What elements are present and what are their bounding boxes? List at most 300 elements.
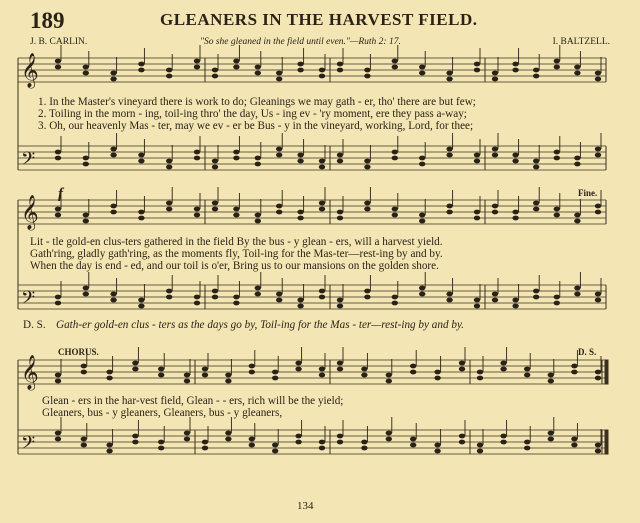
note-head bbox=[233, 156, 239, 161]
chorus-line-2-lyric: Gath'ring, gladly gath'ring, as the moments fly, Toil-ing for the Mas-ter—rest-ing by and by. bbox=[30, 248, 443, 260]
note-head bbox=[392, 65, 398, 70]
note-head bbox=[571, 370, 577, 375]
note-head bbox=[392, 295, 398, 300]
note-head bbox=[110, 210, 116, 215]
note-head bbox=[492, 153, 498, 158]
note-head bbox=[297, 159, 303, 164]
note-head bbox=[533, 295, 539, 300]
note-head bbox=[595, 71, 601, 76]
note-head bbox=[392, 59, 398, 64]
note-head bbox=[524, 440, 530, 445]
note-head bbox=[212, 201, 218, 206]
note-head bbox=[225, 379, 231, 384]
note-head bbox=[297, 153, 303, 158]
fine-marking: Fine. bbox=[578, 188, 598, 198]
note-head bbox=[434, 443, 440, 448]
note-head bbox=[225, 431, 231, 436]
note-head bbox=[474, 216, 480, 221]
note-head bbox=[55, 207, 61, 212]
note-head bbox=[83, 65, 89, 70]
note-head bbox=[492, 204, 498, 209]
note-head bbox=[276, 153, 282, 158]
note-head bbox=[574, 219, 580, 224]
note-head bbox=[212, 207, 218, 212]
note-head bbox=[410, 370, 416, 375]
note-head bbox=[595, 370, 601, 375]
note-head bbox=[233, 59, 239, 64]
note-head bbox=[419, 156, 425, 161]
note-head bbox=[548, 431, 554, 436]
note-head bbox=[595, 376, 601, 381]
note-head bbox=[364, 201, 370, 206]
note-head bbox=[337, 298, 343, 303]
note-head bbox=[337, 68, 343, 73]
note-head bbox=[434, 449, 440, 454]
note-head bbox=[595, 443, 601, 448]
note-head bbox=[249, 370, 255, 375]
note-head bbox=[255, 71, 261, 76]
final-bar bbox=[605, 360, 608, 384]
note-head bbox=[392, 207, 398, 212]
note-head bbox=[492, 210, 498, 215]
note-head bbox=[446, 210, 452, 215]
note-head bbox=[166, 159, 172, 164]
verse-1-lyric: 1. In the Master's vineyard there is work to do; Gleanings we may gath - er, tho' there are but few; bbox=[38, 96, 476, 108]
note-head bbox=[276, 147, 282, 152]
note-head bbox=[319, 165, 325, 170]
note-head bbox=[410, 443, 416, 448]
note-head bbox=[202, 367, 208, 372]
note-head bbox=[524, 367, 530, 372]
note-head bbox=[337, 361, 343, 366]
ds-label: D. S. bbox=[23, 319, 46, 331]
note-head bbox=[492, 292, 498, 297]
note-head bbox=[194, 150, 200, 155]
note-head bbox=[364, 207, 370, 212]
note-head bbox=[512, 304, 518, 309]
note-head bbox=[337, 62, 343, 67]
note-head bbox=[297, 304, 303, 309]
note-head bbox=[477, 376, 483, 381]
note-head bbox=[474, 62, 480, 67]
note-head bbox=[524, 373, 530, 378]
note-head bbox=[446, 71, 452, 76]
note-head bbox=[184, 437, 190, 442]
note-head bbox=[81, 443, 87, 448]
note-head bbox=[364, 74, 370, 79]
note-head bbox=[81, 364, 87, 369]
note-head bbox=[512, 216, 518, 221]
note-head bbox=[158, 373, 164, 378]
note-head bbox=[500, 434, 506, 439]
note-head bbox=[319, 440, 325, 445]
note-head bbox=[55, 156, 61, 161]
note-head bbox=[295, 440, 301, 445]
note-head bbox=[554, 150, 560, 155]
note-head bbox=[595, 298, 601, 303]
note-head bbox=[55, 437, 61, 442]
note-head bbox=[386, 379, 392, 384]
note-head bbox=[106, 376, 112, 381]
note-head bbox=[595, 147, 601, 152]
note-head bbox=[55, 213, 61, 218]
note-head bbox=[166, 207, 172, 212]
note-head bbox=[212, 289, 218, 294]
note-head bbox=[595, 77, 601, 82]
note-head bbox=[419, 219, 425, 224]
note-head bbox=[158, 446, 164, 451]
note-head bbox=[492, 71, 498, 76]
note-head bbox=[166, 295, 172, 300]
note-head bbox=[446, 292, 452, 297]
note-head bbox=[533, 289, 539, 294]
note-head bbox=[166, 74, 172, 79]
note-head bbox=[364, 68, 370, 73]
note-head bbox=[233, 301, 239, 306]
scripture-reference: "So she gleaned in the field until even."—Ruth 2: 17. bbox=[200, 37, 401, 47]
note-head bbox=[138, 62, 144, 67]
note-head bbox=[319, 289, 325, 294]
note-head bbox=[255, 292, 261, 297]
note-head bbox=[184, 431, 190, 436]
note-head bbox=[138, 153, 144, 158]
note-head bbox=[337, 216, 343, 221]
note-head bbox=[81, 437, 87, 442]
note-head bbox=[110, 204, 116, 209]
note-head bbox=[81, 370, 87, 375]
note-head bbox=[512, 62, 518, 67]
note-head bbox=[194, 295, 200, 300]
note-head bbox=[202, 440, 208, 445]
note-head bbox=[446, 298, 452, 303]
note-head bbox=[533, 68, 539, 73]
note-head bbox=[272, 376, 278, 381]
note-head bbox=[233, 150, 239, 155]
chorus-line-1-lyric: Lit - tle gold-en clus-ters gathered in the field By the bus - y glean - ers, will a harvest yield. bbox=[30, 236, 443, 248]
note-head bbox=[319, 68, 325, 73]
note-head bbox=[446, 204, 452, 209]
note-head bbox=[364, 295, 370, 300]
note-head bbox=[337, 304, 343, 309]
note-head bbox=[225, 373, 231, 378]
note-head bbox=[533, 201, 539, 206]
note-head bbox=[361, 373, 367, 378]
note-head bbox=[255, 162, 261, 167]
note-head bbox=[110, 298, 116, 303]
note-head bbox=[297, 210, 303, 215]
note-head bbox=[297, 68, 303, 73]
note-head bbox=[255, 213, 261, 218]
note-head bbox=[184, 379, 190, 384]
note-head bbox=[512, 210, 518, 215]
note-head bbox=[295, 361, 301, 366]
note-head bbox=[276, 298, 282, 303]
note-head bbox=[410, 364, 416, 369]
note-head bbox=[554, 295, 560, 300]
note-head bbox=[83, 219, 89, 224]
treble-clef-icon: 𝄞 bbox=[21, 355, 39, 390]
page-number: 134 bbox=[297, 500, 314, 512]
note-head bbox=[249, 437, 255, 442]
note-head bbox=[474, 153, 480, 158]
note-head bbox=[512, 68, 518, 73]
note-head bbox=[272, 443, 278, 448]
note-head bbox=[386, 373, 392, 378]
note-head bbox=[364, 165, 370, 170]
note-head bbox=[554, 213, 560, 218]
note-head bbox=[392, 301, 398, 306]
note-head bbox=[595, 449, 601, 454]
note-head bbox=[386, 431, 392, 436]
note-head bbox=[276, 210, 282, 215]
note-head bbox=[574, 286, 580, 291]
note-head bbox=[512, 153, 518, 158]
note-head bbox=[574, 65, 580, 70]
note-head bbox=[166, 289, 172, 294]
note-head bbox=[83, 71, 89, 76]
note-head bbox=[106, 449, 112, 454]
note-head bbox=[512, 298, 518, 303]
note-head bbox=[337, 440, 343, 445]
note-head bbox=[337, 210, 343, 215]
note-head bbox=[459, 434, 465, 439]
note-head bbox=[474, 159, 480, 164]
author-credit: J. B. CARLIN. bbox=[30, 37, 88, 47]
note-head bbox=[595, 153, 601, 158]
note-head bbox=[392, 156, 398, 161]
note-head bbox=[55, 431, 61, 436]
note-head bbox=[392, 213, 398, 218]
note-head bbox=[110, 77, 116, 82]
note-head bbox=[319, 367, 325, 372]
note-head bbox=[337, 367, 343, 372]
note-head bbox=[110, 292, 116, 297]
note-head bbox=[249, 364, 255, 369]
note-head bbox=[337, 159, 343, 164]
note-head bbox=[533, 74, 539, 79]
note-head bbox=[83, 156, 89, 161]
note-head bbox=[554, 301, 560, 306]
note-head bbox=[166, 165, 172, 170]
note-head bbox=[319, 373, 325, 378]
note-head bbox=[295, 434, 301, 439]
note-head bbox=[233, 295, 239, 300]
note-head bbox=[106, 443, 112, 448]
note-head bbox=[138, 216, 144, 221]
note-head bbox=[419, 286, 425, 291]
note-head bbox=[419, 162, 425, 167]
note-head bbox=[419, 213, 425, 218]
note-head bbox=[459, 367, 465, 372]
note-head bbox=[474, 210, 480, 215]
note-head bbox=[533, 165, 539, 170]
note-head bbox=[392, 150, 398, 155]
note-head bbox=[212, 295, 218, 300]
note-head bbox=[55, 59, 61, 64]
forte-marking: f bbox=[58, 186, 63, 202]
note-head bbox=[138, 159, 144, 164]
note-head bbox=[477, 443, 483, 448]
note-head bbox=[276, 77, 282, 82]
note-head bbox=[255, 219, 261, 224]
note-head bbox=[158, 440, 164, 445]
note-head bbox=[166, 68, 172, 73]
note-head bbox=[83, 286, 89, 291]
note-head bbox=[364, 289, 370, 294]
note-head bbox=[446, 77, 452, 82]
final-bar bbox=[605, 430, 608, 454]
note-head bbox=[132, 440, 138, 445]
note-head bbox=[233, 213, 239, 218]
note-head bbox=[194, 65, 200, 70]
note-head bbox=[474, 304, 480, 309]
note-head bbox=[548, 437, 554, 442]
note-head bbox=[337, 434, 343, 439]
note-head bbox=[319, 295, 325, 300]
note-head bbox=[166, 201, 172, 206]
note-head bbox=[474, 298, 480, 303]
note-head bbox=[574, 213, 580, 218]
note-head bbox=[202, 446, 208, 451]
note-head bbox=[255, 65, 261, 70]
note-head bbox=[276, 204, 282, 209]
note-head bbox=[225, 437, 231, 442]
note-head bbox=[55, 295, 61, 300]
note-head bbox=[434, 376, 440, 381]
note-head bbox=[364, 159, 370, 164]
note-head bbox=[492, 298, 498, 303]
note-head bbox=[132, 367, 138, 372]
note-head bbox=[233, 207, 239, 212]
note-head bbox=[319, 74, 325, 79]
note-head bbox=[233, 65, 239, 70]
note-head bbox=[386, 437, 392, 442]
treble-clef-icon: 𝄞 bbox=[21, 195, 39, 230]
note-head bbox=[194, 207, 200, 212]
note-head bbox=[574, 71, 580, 76]
note-head bbox=[477, 449, 483, 454]
note-head bbox=[297, 62, 303, 67]
note-head bbox=[361, 446, 367, 451]
note-head bbox=[434, 370, 440, 375]
chorus-line-3-lyric: When the day is end - ed, and our toil is o'er, Bring us to our mansions on the golden shore. bbox=[30, 260, 439, 272]
note-head bbox=[459, 440, 465, 445]
note-head bbox=[212, 159, 218, 164]
note-head bbox=[55, 65, 61, 70]
note-head bbox=[249, 443, 255, 448]
note-head bbox=[276, 71, 282, 76]
note-head bbox=[194, 156, 200, 161]
composer-credit: I. BALTZELL. bbox=[552, 37, 610, 47]
note-head bbox=[55, 301, 61, 306]
note-head bbox=[295, 367, 301, 372]
note-head bbox=[83, 213, 89, 218]
note-head bbox=[106, 370, 112, 375]
note-head bbox=[319, 207, 325, 212]
note-head bbox=[83, 162, 89, 167]
note-head bbox=[184, 373, 190, 378]
note-head bbox=[554, 59, 560, 64]
note-head bbox=[419, 292, 425, 297]
note-head bbox=[138, 304, 144, 309]
note-head bbox=[595, 204, 601, 209]
note-head bbox=[138, 298, 144, 303]
note-head bbox=[319, 201, 325, 206]
note-head bbox=[110, 153, 116, 158]
note-head bbox=[138, 68, 144, 73]
note-head bbox=[55, 150, 61, 155]
verse-2-lyric: 2. Toiling in the morn - ing, toil-ing thro' the day, Us - ing ev - 'ry moment, ere they pass a-way; bbox=[38, 108, 467, 120]
note-head bbox=[410, 437, 416, 442]
note-head bbox=[500, 440, 506, 445]
note-head bbox=[500, 361, 506, 366]
note-head bbox=[524, 446, 530, 451]
note-head bbox=[595, 210, 601, 215]
ds-lyric: Gath-er gold-en clus - ters as the days go by, Toil-ing for the Mas - ter—rest-ing by and by. bbox=[56, 319, 465, 331]
note-head bbox=[110, 147, 116, 152]
note-head bbox=[202, 373, 208, 378]
bass-chorus-lyric: Gleaners, bus - y gleaners, Gleaners, bus - y gleaners, bbox=[42, 407, 283, 419]
ds-marking: D. S. bbox=[578, 347, 597, 357]
note-head bbox=[297, 298, 303, 303]
note-head bbox=[571, 364, 577, 369]
note-head bbox=[55, 379, 61, 384]
note-head bbox=[158, 367, 164, 372]
note-head bbox=[276, 292, 282, 297]
note-head bbox=[492, 77, 498, 82]
hymn-number: 189 bbox=[30, 8, 65, 33]
note-head bbox=[212, 68, 218, 73]
note-head bbox=[500, 367, 506, 372]
note-head bbox=[571, 437, 577, 442]
hymn-title: GLEANERS IN THE HARVEST FIELD. bbox=[160, 10, 478, 29]
note-head bbox=[138, 210, 144, 215]
note-head bbox=[319, 159, 325, 164]
note-head bbox=[361, 440, 367, 445]
treble-chorus-lyric: Glean - ers in the har-vest field, Glean - - ers, rich will be the yield; bbox=[42, 395, 344, 407]
chorus-label: CHORUS. bbox=[58, 347, 99, 357]
note-head bbox=[337, 153, 343, 158]
note-head bbox=[554, 156, 560, 161]
note-head bbox=[574, 162, 580, 167]
note-head bbox=[459, 361, 465, 366]
treble-clef-icon: 𝄞 bbox=[21, 53, 39, 88]
note-head bbox=[574, 292, 580, 297]
note-head bbox=[554, 207, 560, 212]
bass-clef-icon: 𝄢 bbox=[21, 288, 36, 313]
note-head bbox=[446, 153, 452, 158]
note-head bbox=[512, 159, 518, 164]
note-head bbox=[110, 71, 116, 76]
note-head bbox=[272, 449, 278, 454]
note-head bbox=[548, 379, 554, 384]
note-head bbox=[554, 65, 560, 70]
note-head bbox=[194, 213, 200, 218]
note-head bbox=[533, 207, 539, 212]
note-head bbox=[571, 443, 577, 448]
note-head bbox=[474, 68, 480, 73]
note-head bbox=[492, 147, 498, 152]
note-head bbox=[212, 165, 218, 170]
note-head bbox=[361, 367, 367, 372]
note-head bbox=[477, 370, 483, 375]
note-head bbox=[55, 373, 61, 378]
verse-3-lyric: 3. Oh, our heavenly Mas - ter, may we ev - er be Bus - y in the vineyard, working, Lord, for thee; bbox=[38, 120, 474, 132]
note-head bbox=[548, 373, 554, 378]
note-head bbox=[132, 361, 138, 366]
note-head bbox=[319, 446, 325, 451]
note-head bbox=[272, 370, 278, 375]
